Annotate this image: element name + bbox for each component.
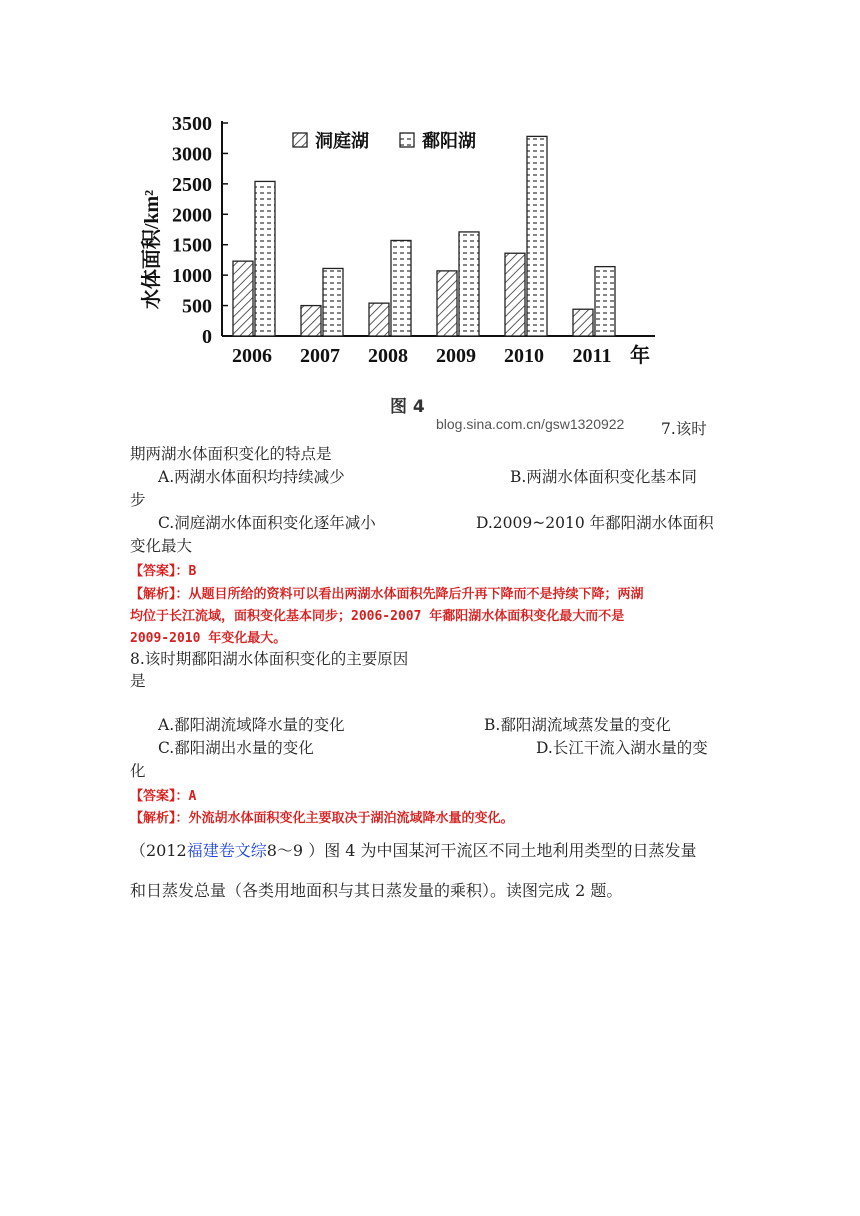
bar-dongting-2010 — [505, 253, 525, 336]
legend-label-poyang: 鄱阳湖 — [422, 131, 476, 151]
q8-option-a: A.鄱阳湖流域降水量的变化 — [158, 716, 345, 734]
bar-dongting-2006 — [233, 261, 253, 336]
q7-option-b-wrap: 步 — [130, 491, 146, 509]
y-tick-label: 2000 — [172, 204, 212, 227]
y-tick-label: 3500 — [172, 113, 212, 135]
bar-poyang-2006 — [255, 181, 275, 336]
bar-poyang-2011 — [595, 267, 615, 336]
intro-prefix: （2012 — [130, 841, 187, 860]
x-tick-label: 2009 — [436, 345, 476, 367]
x-axis-unit: 年 — [630, 345, 650, 367]
q8-option-b: B.鄱阳湖流域蒸发量的变化 — [484, 716, 671, 734]
intro-source-link[interactable]: 福建卷文综 — [186, 841, 267, 860]
bar-poyang-2008 — [391, 240, 411, 336]
q8-option-c: C.鄱阳湖出水量的变化 — [158, 739, 314, 757]
legend-swatch-poyang — [400, 133, 414, 147]
bar-dongting-2008 — [369, 303, 389, 336]
bar-poyang-2010 — [527, 136, 547, 336]
y-tick-label: 3000 — [172, 143, 212, 166]
x-tick-label: 2011 — [572, 345, 612, 367]
x-tick-label: 2008 — [368, 345, 408, 367]
q8-analysis: 【解析】：外流胡水体面积变化主要取决于湖泊流域降水量的变化。 — [130, 811, 514, 826]
legend-swatch-dongting — [293, 133, 307, 147]
bar-dongting-2007 — [301, 306, 321, 336]
q8-stem-line2: 是 — [130, 672, 146, 690]
intro-line2: 和日蒸发总量（各类用地面积与其日蒸发量的乘积）。读图完成 2 题。 — [130, 881, 623, 900]
y-tick-label: 500 — [182, 295, 212, 318]
q7-option-d: D.2009~2010 年鄱阳湖水体面积 — [476, 514, 714, 532]
y-tick-label: 2500 — [172, 173, 212, 196]
x-tick-label: 2007 — [300, 345, 340, 367]
bar-dongting-2011 — [573, 309, 593, 336]
chart-caption: 图 4 — [390, 397, 425, 417]
x-tick-label: 2006 — [232, 345, 272, 367]
q7-option-b: B.两湖水体面积变化基本同 — [510, 468, 697, 486]
bar-poyang-2007 — [323, 268, 343, 336]
lake-area-bar-chart — [0, 100, 860, 520]
q7-analysis-line2: 均位于长江流域，面积变化基本同步；2006-2007 年鄱阳湖水体面积变化最大而不是 — [130, 609, 625, 624]
intro-line1 — [130, 838, 697, 861]
bar-poyang-2009 — [459, 232, 479, 336]
y-tick-label: 1500 — [172, 234, 212, 257]
q8-stem-line1: 8.该时期鄱阳湖水体面积变化的主要原因 — [130, 650, 409, 668]
q7-option-d-wrap: 变化最大 — [130, 537, 193, 555]
q8-option-d: D.长江干流入湖水量的变 — [536, 739, 708, 757]
y-tick-label: 1000 — [172, 265, 212, 288]
q7-option-c: C.洞庭湖水体面积变化逐年减小 — [158, 514, 376, 532]
q7-analysis-line3: 2009-2010 年变化最大。 — [130, 631, 287, 646]
q7-stem-part1: 7.该时 — [661, 420, 707, 438]
q7-option-a: A.两湖水体面积均持续减少 — [158, 468, 345, 486]
q7-answer: 【答案】：B — [130, 564, 197, 579]
legend-label-dongting: 洞庭湖 — [315, 131, 369, 151]
y-axis-label: 水体面积/km² — [141, 189, 163, 310]
y-tick-label: 0 — [202, 326, 212, 348]
watermark-text: blog.sina.com.cn/gsw1320922 — [436, 416, 625, 432]
q7-stem-part2: 期两湖水体面积变化的特点是 — [130, 445, 332, 463]
intro-line1-rest: 8～9 ）图 4 为中国某河干流区不同土地利用类型的日蒸发量 — [266, 841, 697, 860]
x-tick-label: 2010 — [504, 345, 544, 367]
q7-analysis-line1: 【解析】：从题目所给的资料可以看出两湖水体面积先降后升再下降而不是持续下降；两湖 — [130, 587, 644, 602]
q8-option-d-wrap: 化 — [130, 762, 146, 780]
bar-dongting-2009 — [437, 271, 457, 336]
q8-answer: 【答案】：A — [130, 789, 197, 804]
